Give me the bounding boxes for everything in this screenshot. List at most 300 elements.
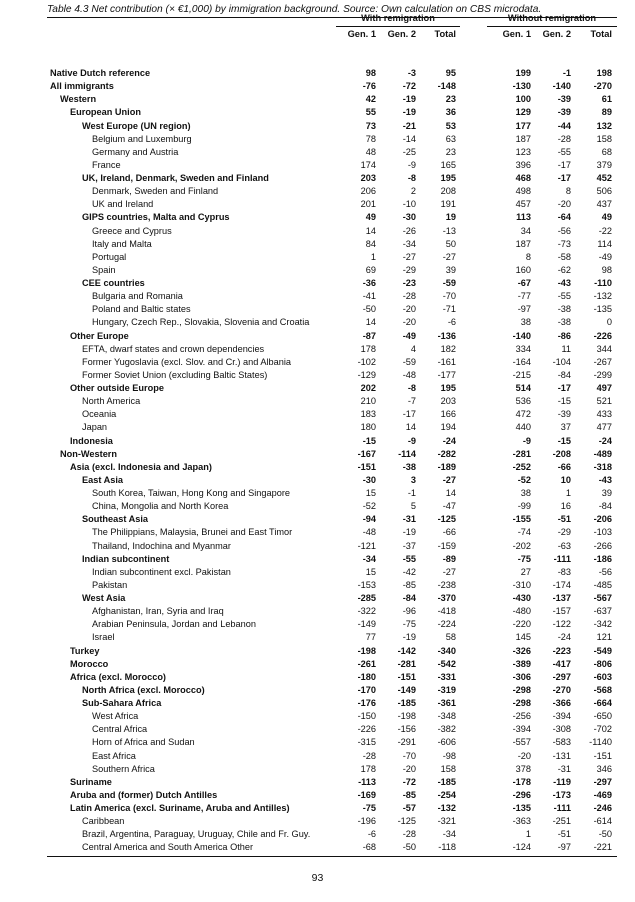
cell-value: -215: [512, 369, 531, 380]
cell-value: -24: [598, 435, 612, 446]
cell-value: 206: [360, 186, 376, 197]
column-header: Total: [434, 29, 456, 39]
cell-value: -614: [593, 816, 612, 827]
cell-value: -28: [362, 750, 376, 761]
cell-value: 199: [515, 68, 531, 78]
cell-value: 55: [365, 107, 376, 118]
table-row: [47, 448, 617, 461]
cell-value: -208: [552, 448, 571, 459]
cell-value: -118: [438, 842, 456, 853]
cell-value: -226: [593, 330, 612, 341]
cell-value: -308: [552, 724, 571, 735]
table-row: [47, 277, 617, 290]
cell-value: -606: [437, 737, 456, 748]
cell-value: -28: [402, 291, 416, 302]
cell-value: 27: [520, 566, 531, 577]
table-row: [47, 303, 617, 316]
cell-value: -125: [397, 816, 416, 827]
cell-value: -39: [557, 94, 571, 105]
cell-value: -6: [447, 317, 456, 328]
table-row: [47, 579, 617, 592]
cell-value: 378: [515, 763, 531, 774]
cell-value: 1: [525, 829, 531, 840]
row-label: The Philippians, Malaysia, Brunei and East Timor: [92, 527, 293, 538]
cell-value: -74: [517, 527, 531, 538]
row-label: Arabian Peninsula, Jordan and Lebanon: [92, 619, 256, 630]
cell-value: -36: [362, 278, 376, 288]
cell-value: -34: [402, 238, 416, 249]
cell-value: 344: [596, 343, 612, 354]
cell-value: -321: [437, 816, 456, 827]
cell-value: 73: [365, 120, 376, 131]
row-label: Latin America (excl. Suriname, Aruba and Antilles): [70, 803, 290, 813]
cell-value: 3: [410, 474, 416, 485]
cell-value: 37: [560, 422, 571, 433]
cell-value: -394: [552, 711, 571, 722]
row-label: Africa (excl. Morocco): [70, 671, 166, 682]
cell-value: 121: [596, 632, 612, 643]
table-row: [47, 802, 617, 815]
cell-value: 15: [365, 488, 376, 498]
row-label: Native Dutch reference: [50, 68, 151, 78]
cell-value: -119: [553, 776, 571, 787]
row-label: Former Soviet Union (excluding Baltic States): [82, 369, 268, 380]
column-header: Gen. 2: [387, 29, 416, 39]
cell-value: -169: [357, 789, 376, 800]
cell-value: -370: [437, 593, 456, 603]
cell-value: -59: [402, 356, 416, 367]
cell-value: -98: [442, 750, 456, 761]
group-header-without-remigration: Without remigration: [507, 13, 597, 23]
cell-value: 440: [515, 422, 531, 433]
cell-value: -281: [512, 448, 531, 459]
cell-value: -664: [593, 698, 612, 708]
table-row: [47, 553, 617, 566]
cell-value: -202: [512, 540, 531, 551]
cell-value: 203: [440, 396, 456, 407]
row-label: Belgium and Luxemburg: [92, 133, 192, 144]
table-row: [47, 225, 617, 238]
row-label: Western: [60, 94, 97, 105]
cell-value: -84: [402, 593, 416, 603]
cell-value: -198: [397, 711, 416, 722]
cell-value: -1140: [589, 737, 612, 748]
cell-value: -66: [442, 527, 456, 538]
cell-value: -418: [437, 606, 456, 617]
group-underline: [487, 26, 617, 27]
cell-value: -469: [593, 789, 612, 800]
cell-value: 497: [596, 383, 612, 393]
row-label: Spain: [92, 264, 116, 275]
cell-value: -157: [552, 606, 571, 617]
cell-value: -206: [593, 514, 612, 525]
cell-value: 89: [601, 107, 612, 118]
cell-value: -85: [402, 579, 416, 590]
table-row: [47, 605, 617, 618]
cell-value: 182: [440, 343, 456, 354]
cell-value: -489: [593, 448, 612, 459]
cell-value: 10: [560, 474, 571, 485]
cell-value: -68: [362, 842, 376, 853]
row-label: Former Yugoslavia (excl. Slov. and Cr.) and Albania: [82, 356, 292, 367]
cell-value: -251: [552, 816, 571, 827]
cell-value: -114: [398, 448, 416, 459]
cell-value: 5: [410, 501, 416, 512]
cell-value: -306: [512, 671, 531, 682]
cell-value: -9: [407, 159, 416, 170]
cell-value: 194: [440, 422, 456, 433]
cell-value: -27: [442, 251, 456, 262]
page-number: 93: [311, 872, 324, 884]
cell-value: 8: [565, 186, 571, 197]
table-row: [47, 592, 617, 605]
row-label: Portugal: [92, 251, 127, 262]
cell-value: -125: [437, 514, 456, 525]
cell-value: -51: [557, 514, 571, 525]
cell-value: -568: [593, 684, 612, 695]
row-label: Hungary, Czech Rep., Slovakia, Slovenia and Croatia: [92, 317, 310, 328]
cell-value: -254: [437, 789, 456, 800]
cell-value: 183: [360, 409, 376, 420]
cell-value: -806: [593, 658, 612, 669]
cell-value: 8: [525, 251, 531, 262]
table-row: [47, 330, 617, 343]
cell-value: -15: [557, 396, 571, 407]
cell-value: -173: [552, 789, 571, 800]
cell-value: -270: [552, 684, 571, 695]
cell-value: -285: [357, 593, 376, 603]
row-label: North Africa (excl. Morocco): [82, 684, 205, 695]
row-label: European Union: [70, 107, 141, 118]
cell-value: -86: [557, 330, 571, 341]
row-label: West Asia: [82, 593, 126, 603]
table-row: [47, 474, 617, 487]
cell-value: -71: [442, 304, 456, 315]
cell-value: -122: [552, 619, 571, 630]
table-row: [47, 710, 617, 723]
cell-value: -64: [557, 212, 571, 223]
cell-value: -96: [402, 606, 416, 617]
table-row: [47, 723, 617, 736]
cell-value: -17: [402, 409, 416, 420]
row-label: South Korea, Taiwan, Hong Kong and Singapore: [92, 488, 291, 498]
cell-value: -6: [367, 829, 376, 840]
cell-value: 38: [520, 317, 531, 328]
table-row: [47, 264, 617, 277]
cell-value: 191: [440, 199, 456, 210]
cell-value: -75: [517, 553, 531, 564]
cell-value: -110: [594, 278, 612, 288]
cell-value: -3: [407, 68, 416, 78]
cell-value: -73: [557, 238, 571, 249]
cell-value: 202: [360, 383, 376, 393]
cell-value: 14: [365, 225, 376, 236]
cell-value: -28: [557, 133, 571, 144]
cell-value: -44: [557, 120, 571, 131]
cell-value: -340: [437, 645, 456, 656]
cell-value: -267: [593, 356, 612, 367]
table-row: [47, 185, 617, 198]
cell-value: -49: [598, 251, 612, 262]
table-row: [47, 841, 617, 854]
cell-value: 53: [445, 120, 456, 131]
cell-value: 4: [410, 343, 416, 354]
cell-value: -38: [557, 304, 571, 315]
cell-value: -17: [557, 383, 571, 393]
cell-value: -14: [402, 133, 416, 144]
cell-value: -27: [442, 474, 456, 485]
table-row: [47, 251, 617, 264]
cell-value: 158: [440, 763, 456, 774]
table-row: [47, 763, 617, 776]
cell-value: -20: [402, 763, 416, 774]
cell-value: 536: [515, 396, 531, 407]
cell-value: -10: [402, 199, 416, 210]
row-label: Brazil, Argentina, Paraguay, Uruguay, Chile and Fr. Guy.: [82, 829, 311, 840]
cell-value: 48: [365, 146, 376, 157]
cell-value: 114: [597, 238, 612, 249]
cell-value: -94: [362, 514, 376, 525]
group-header-with-remigration: With remigration: [361, 13, 435, 23]
cell-value: 198: [596, 68, 612, 78]
cell-value: -161: [437, 356, 456, 367]
cell-value: 38: [520, 488, 531, 498]
cell-value: -99: [517, 501, 531, 512]
cell-value: -13: [442, 225, 456, 236]
row-label: Southern Africa: [92, 763, 155, 774]
table-row: [47, 789, 617, 802]
cell-value: -417: [552, 658, 571, 669]
table-row: [47, 513, 617, 526]
row-label: Poland and Baltic states: [92, 304, 191, 315]
row-label: Indonesia: [70, 435, 113, 446]
table-row: [47, 750, 617, 763]
cell-value: 187: [515, 133, 531, 144]
cell-value: -30: [362, 474, 376, 485]
cell-value: -298: [512, 684, 531, 695]
cell-value: -198: [357, 645, 376, 656]
cell-value: -51: [557, 829, 571, 840]
cell-value: -24: [557, 632, 571, 643]
cell-value: 15: [365, 566, 376, 577]
table-row: [47, 566, 617, 579]
table-row: [47, 618, 617, 631]
cell-value: -282: [437, 448, 456, 459]
row-label: Thailand, Indochina and Myanmar: [92, 540, 231, 551]
cell-value: -34: [442, 829, 456, 840]
row-label: Other outside Europe: [70, 383, 164, 393]
cell-value: -15: [362, 435, 376, 446]
row-label: All immigrants: [50, 81, 114, 92]
cell-value: 201: [360, 199, 376, 210]
cell-value: -17: [557, 173, 571, 183]
cell-value: 77: [365, 632, 376, 643]
table-row: [47, 461, 617, 474]
cell-value: -57: [402, 803, 416, 813]
cell-value: -55: [557, 146, 571, 157]
cell-value: -21: [402, 120, 416, 131]
cell-value: 49: [601, 212, 612, 223]
cell-value: -189: [437, 461, 456, 472]
row-label: GIPS countries, Malta and Cyprus: [82, 212, 230, 223]
cell-value: -39: [557, 409, 571, 420]
cell-value: -132: [437, 803, 456, 813]
row-label: Southeast Asia: [82, 514, 149, 525]
row-label: Denmark, Sweden and Finland: [92, 186, 219, 197]
table-row: [47, 172, 617, 185]
cell-value: -151: [593, 750, 612, 761]
cell-value: 36: [445, 107, 456, 118]
cell-value: -41: [362, 291, 376, 302]
table-row: [47, 540, 617, 553]
cell-value: -331: [437, 671, 456, 682]
cell-value: -104: [552, 356, 571, 367]
cell-value: -76: [362, 81, 376, 92]
cell-value: -26: [402, 225, 416, 236]
cell-value: -322: [357, 606, 376, 617]
row-label: France: [92, 159, 121, 170]
table-row: [47, 435, 617, 448]
table-row: [47, 146, 617, 159]
cell-value: -30: [402, 212, 416, 223]
cell-value: -19: [402, 527, 416, 538]
cell-value: -164: [512, 356, 531, 367]
cell-value: -319: [437, 684, 456, 695]
cell-value: -22: [598, 225, 612, 236]
cell-value: -296: [512, 789, 531, 800]
cell-value: -363: [512, 816, 531, 827]
cell-value: 39: [601, 488, 612, 498]
cell-value: -185: [397, 698, 416, 708]
row-label: Greece and Cyprus: [92, 225, 172, 236]
cell-value: 63: [445, 133, 456, 144]
cell-value: -326: [512, 645, 531, 656]
table-caption: Table 4.3 Net contribution (× €1,000) by immigration background. Source: Own calculation on CBS microdata.: [47, 4, 542, 15]
cell-value: 145: [515, 632, 531, 643]
cell-value: 39: [445, 264, 456, 275]
cell-value: -223: [552, 645, 571, 656]
cell-value: -23: [402, 278, 416, 288]
table-row: [47, 343, 617, 356]
cell-value: -19: [402, 94, 416, 105]
row-label: Central America and South America Other: [82, 842, 254, 853]
cell-value: 34: [520, 225, 531, 236]
cell-value: -140: [512, 330, 531, 341]
cell-value: 457: [515, 199, 531, 210]
cell-value: 19: [445, 212, 456, 223]
cell-value: -50: [402, 842, 416, 853]
table-row: [47, 159, 617, 172]
table-row: [47, 238, 617, 251]
cell-value: 174: [360, 159, 376, 170]
cell-value: -121: [357, 540, 376, 551]
row-label: Morocco: [70, 658, 109, 669]
cell-value: -27: [402, 251, 416, 262]
cell-value: -135: [593, 304, 612, 315]
table-row: [47, 631, 617, 644]
cell-value: -75: [402, 619, 416, 630]
table-row: [47, 356, 617, 369]
cell-value: -266: [593, 540, 612, 551]
table-row: [47, 198, 617, 211]
cell-value: -151: [397, 671, 416, 682]
cell-value: -167: [357, 448, 376, 459]
table-row: [47, 776, 617, 789]
cell-value: -132: [593, 291, 612, 302]
cell-value: -159: [437, 540, 456, 551]
cell-value: 14: [445, 488, 456, 498]
cell-value: -85: [402, 789, 416, 800]
column-header: Total: [590, 29, 612, 39]
cell-value: 14: [365, 317, 376, 328]
cell-value: 521: [596, 396, 612, 407]
cell-value: -50: [362, 304, 376, 315]
cell-value: -297: [552, 671, 571, 682]
cell-value: -150: [357, 711, 376, 722]
cell-value: -394: [512, 724, 531, 735]
table-row: [47, 697, 617, 710]
column-header: Gen. 1: [502, 29, 531, 39]
cell-value: -31: [557, 763, 571, 774]
cell-value: -84: [598, 501, 612, 512]
cell-value: 396: [515, 159, 531, 170]
cell-value: -20: [517, 750, 531, 761]
cell-value: -131: [552, 750, 571, 761]
cell-value: -298: [512, 698, 531, 708]
cell-value: -315: [357, 737, 376, 748]
cell-value: 158: [596, 133, 612, 144]
cell-value: -15: [557, 435, 571, 446]
cell-value: 195: [440, 383, 456, 393]
cell-value: -29: [402, 264, 416, 275]
cell-value: -89: [442, 553, 456, 564]
cell-value: -29: [557, 527, 571, 538]
cell-value: -186: [593, 553, 612, 564]
table-row: [47, 382, 617, 395]
cell-value: -149: [357, 619, 376, 630]
cell-value: -70: [402, 750, 416, 761]
cell-value: -281: [397, 658, 416, 669]
cell-value: 129: [515, 107, 531, 118]
cell-value: -8: [407, 173, 416, 183]
cell-value: -70: [442, 291, 456, 302]
cell-value: 472: [515, 409, 531, 420]
cell-value: -310: [512, 579, 531, 590]
row-label: Pakistan: [92, 579, 128, 590]
cell-value: -549: [593, 645, 612, 656]
cell-value: 78: [365, 133, 376, 144]
cell-value: -224: [437, 619, 456, 630]
row-label: Japan: [82, 422, 108, 433]
cell-value: 187: [515, 238, 531, 249]
cell-value: -221: [593, 842, 612, 853]
table-row: [47, 316, 617, 329]
cell-value: -155: [512, 514, 531, 525]
row-label: Other Europe: [70, 330, 129, 341]
cell-value: -47: [442, 501, 456, 512]
cell-value: -19: [402, 107, 416, 118]
cell-value: -1: [562, 68, 571, 78]
cell-value: -49: [402, 330, 416, 341]
cell-value: -9: [522, 435, 531, 446]
cell-value: -382: [437, 724, 456, 735]
cell-value: -20: [557, 199, 571, 210]
row-label: Germany and Austria: [92, 146, 179, 157]
cell-value: 68: [601, 146, 612, 157]
cell-value: -19: [402, 632, 416, 643]
cell-value: 113: [516, 212, 531, 223]
table-row: [47, 93, 617, 106]
